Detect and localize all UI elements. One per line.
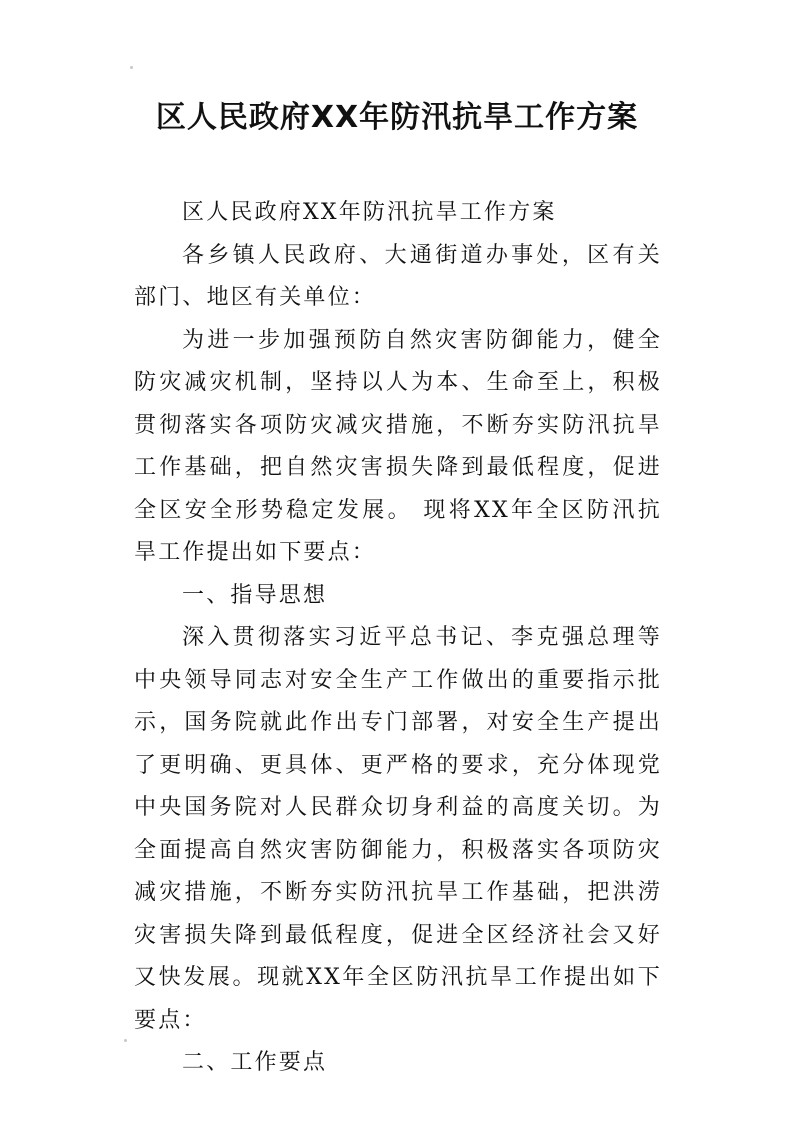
paragraph-addressee: 各乡镇人民政府、大通街道办事处，区有关部门、地区有关单位： (134, 242, 662, 310)
scan-speck (130, 66, 133, 69)
paragraph-subtitle: 区人民政府XX年防汛抗旱工作方案 (182, 200, 557, 225)
document-title: 区人民政府XX年防汛抗旱工作方案 (155, 100, 639, 135)
document-body (134, 192, 662, 1085)
scan-speck (124, 1039, 127, 1042)
paragraph-guiding-ideology: 深入贯彻落实习近平总书记、李克强总理等中央领导同志对安全生产工作做出的重要指示批示，国务院就此作出专门部署，对安全生产提出了更明确、更具体、更严格的要求，充分体现党中央国务院对人民群众切身利益的高度关切。为全面提高自然灾害防御能力，积极落实各项防灾减灾措施，不断夯实防汛抗旱工作基础，把洪涝灾害损失降到最低程度，促进全区经济社会又好又快发展。现就XX年全区防汛抗旱工作提出如下要点： (134, 625, 662, 1033)
section-heading-guiding-ideology: 一、指导思想 (182, 582, 328, 608)
section-heading-work-points: 二、工作要点 (182, 1050, 328, 1075)
paragraph-intro: 为进一步加强预防自然灾害防御能力，健全防灾减灾机制，坚持以人为本、生命至上，积极贯彻落实各项防灾减灾措施，不断夯实防汛抗旱工作基础，把自然灾害损失降到最低程度，促进全区安全形势稳定发展。 现将XX年全区防汛抗旱工作提出如下要点： (134, 327, 662, 565)
